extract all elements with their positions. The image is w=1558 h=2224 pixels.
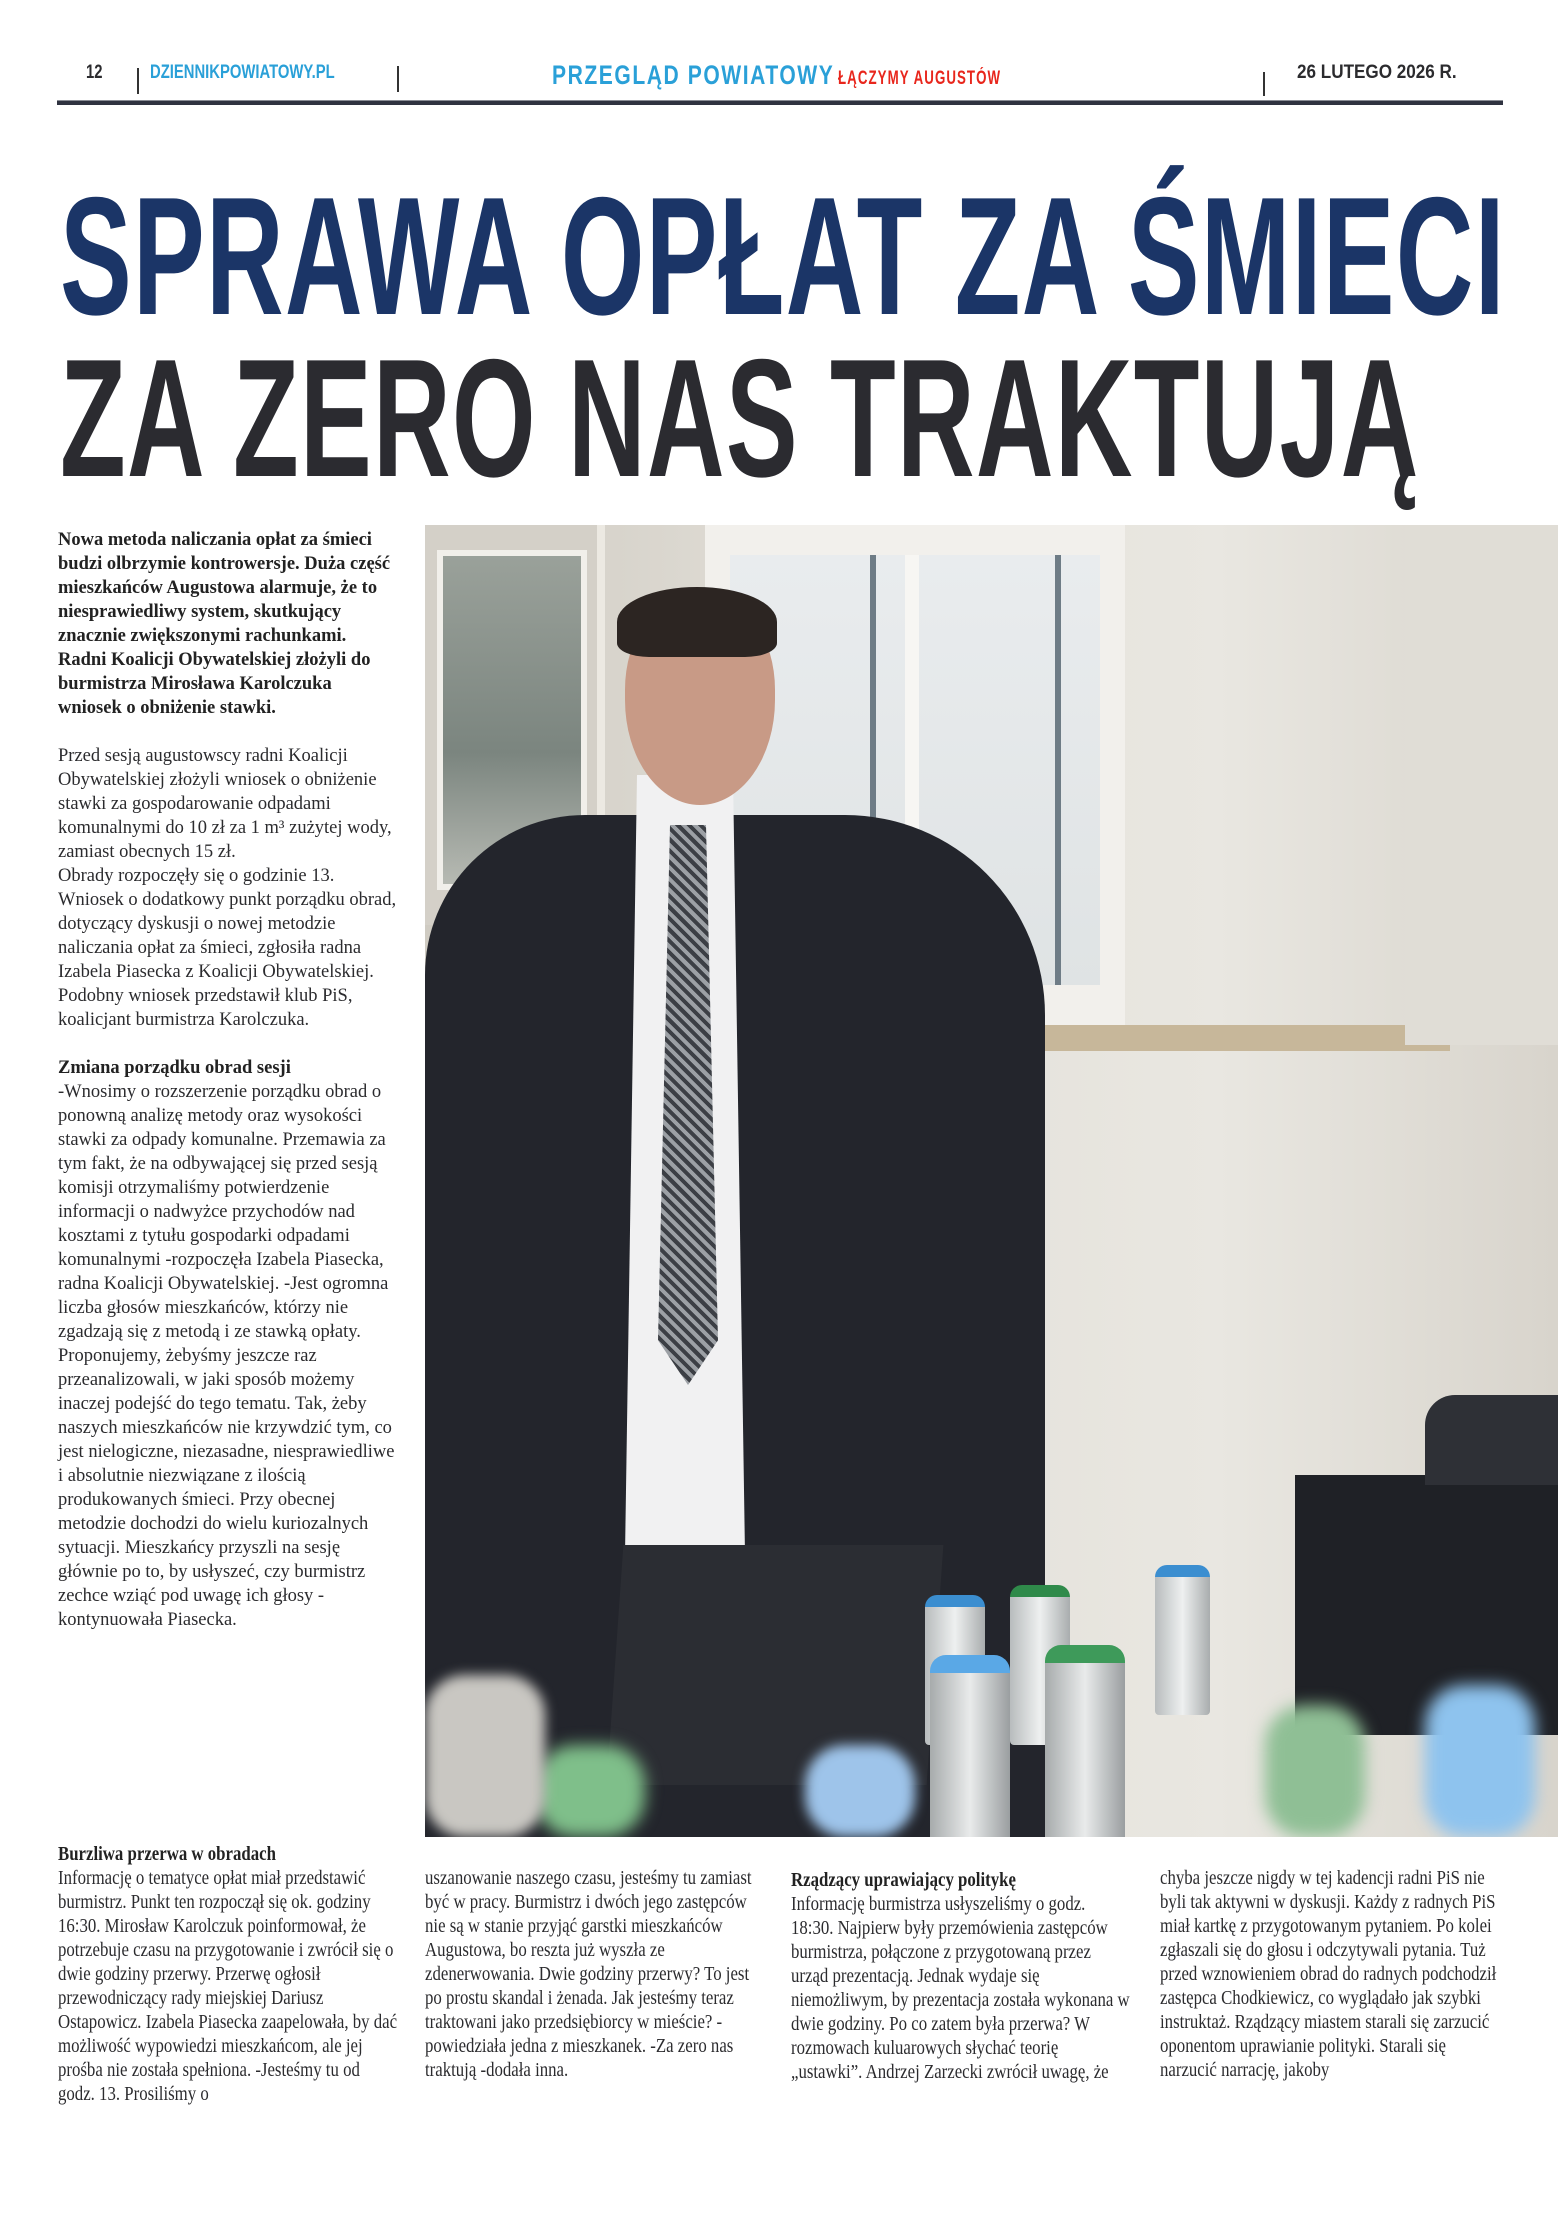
section-heading: Rządzący uprawiający politykę (791, 1869, 1016, 1891)
bottom-column-1 (58, 1842, 398, 2106)
site-link[interactable]: DZIENNIKPOWIATOWY.PL (150, 62, 335, 83)
section-text: -Wnosimy o rozszerzenie porządku obrad o ponowną analizę metody oraz wysokości stawki za odpady komunalne. Przemawia za tym fakt, że na odbywającej się przed sesją komisji otrzymaliśmy potwierdzenie informacji o nadwyżce przychodów nad kosztami z tytułu gospodarki odpadami komunalnymi -rozpoczęła Izabela Piasecka, radna Koalicji Obywatelskiej. -Jest ogromna liczba głosów mieszkańców, którzy nie zgadzają się z metodą i ze stawką opłaty. Proponujemy, żebyśmy jeszcze raz przeanalizowali, w jaki sposób możemy inaczej podejść do tego tematu. Tak, żeby naszych mieszkańców nie krzywdzić tym, co jest nielogiczne, niezasadne, niesprawiedliwe i absolutnie niezwiązane z ilością produkowanych śmieci. Przy obecnej metodzie dochodzi do wielu kuriozalnych sytuacji. Mieszkańcy przyszli na sesję głównie po to, by usłyszeć, czy burmistrz zechce wziąć pod uwagę ich głosy -kontynuowała Piasecka. (58, 1082, 395, 1630)
page-number: 12 (86, 62, 103, 83)
section-text: chyba jeszcze nigdy w tej kadencji radni PiS nie byli tak aktywni w dyskusji. Każdy z radnych PiS miał kartkę z przygotowanym pytaniem. Po kolei zgłaszali się do głosu i odczytywali pytania. Tuż przed wznowieniem obrad do radnych podchodził zastępca Chodkiewicz, co wyglądało jak szybki instruktaż. Rządzący miastem starali się zarzucić oponentom uprawianie polityki. Starali się narzucić narrację, jakoby (1160, 1867, 1497, 2081)
section-heading: Burzliwa przerwa w obradach (58, 1843, 276, 1865)
intro-paragraph: Obrady rozpoczęły się o godzinie 13. Wniosek o dodatkowy punkt porządku obrad, dotyczący dyskusji o nowej metodzie naliczania opłat za śmieci, zgłosiła radna Izabela Piasecka z Koalicji Obywatelskiej. Podobny wniosek przedstawił klub PiS, koalicjant burmistrza Karolczuka. (58, 866, 397, 1030)
publication-tagline: ŁĄCZYMY AUGUSTÓW (838, 68, 1002, 89)
issue-date: 26 LUTEGO 2026 R. (1297, 62, 1457, 83)
intro-paragraph: Przed sesją augustowscy radni Koalicji Obywatelskiej złożyli wniosek o obniżenie stawki za gospodarowanie odpadami komunalnymi do 10 zł za 1 m³ zużytej wody, zamiast obecnych 15 zł. (58, 746, 392, 862)
lead-paragraph: Nowa metoda naliczania opłat za śmieci budzi olbrzymie kontrowersje. Duża część mieszkańców Augustowa alarmuje, że to niesprawiedliwy system, skutkujący znacznie zwiększonymi rachunkami. Radni Koalicji Obywatelskiej złożyli do burmistrza Mirosława Karolczuka wniosek o obniżenie stawki. (58, 530, 391, 718)
left-column (58, 528, 398, 1632)
bottom-column-2 (425, 1866, 765, 2082)
divider (397, 66, 399, 92)
section-heading: Zmiana porządku obrad sesji (58, 1058, 291, 1078)
header-rule (57, 100, 1503, 105)
subheadline: ZA ZERO NAS TRAKTUJĄ (60, 324, 1420, 512)
article-photo (425, 525, 1558, 1837)
headline: SPRAWA OPŁAT ZA ŚMIECI (60, 162, 1506, 350)
publication-title: PRZEGLĄD POWIATOWY (552, 60, 835, 90)
divider (137, 68, 139, 94)
section-text: Informację burmistrza usłyszeliśmy o godz. 18:30. Najpierw były przemówienia zastępców burmistrza, połączone z przygotowaną przez urząd prezentacją. Jednak wydaje się niemożliwym, by prezentacja została wykonana w dwie godziny. Po co zatem była przerwa? W rozmowach kuluarowych słychać teorię „ustawki”. Andrzej Zarzecki zwrócił uwagę, że (791, 1893, 1130, 2083)
bottom-column-4 (1160, 1866, 1500, 2082)
bottom-column-3 (791, 1868, 1131, 2084)
section-text: Informację o tematyce opłat miał przedstawić burmistrz. Punkt ten rozpoczął się ok. godziny 16:30. Mirosław Karolczuk poinformował, że potrzebuje czasu na przygotowanie i zwrócił się o dwie godziny przerwy. Przerwę ogłosił przewodniczący rady miejskiej Dariusz Ostapowicz. Izabela Piasecka zaapelowała, by dać możliwość wypowiedzi mieszkańcom, ale jej prośba nie została spełniona. -Jesteśmy tu od godz. 13. Prosiliśmy o (58, 1867, 398, 2105)
section-text: uszanowanie naszego czasu, jesteśmy tu zamiast być w pracy. Burmistrz i dwóch jego zastępców nie są w stanie przyjąć garstki mieszkańców Augustowa, bo reszta już wyszła ze zdenerwowania. Dwie godziny przerwy? To jest po prostu skandal i żenada. Jak jesteśmy teraz traktowani jako przedsiębiorcy w mieście? -powiedziała jedna z mieszkanek. -Za zero nas traktują -dodała inna. (425, 1867, 752, 2081)
divider (1263, 72, 1265, 96)
